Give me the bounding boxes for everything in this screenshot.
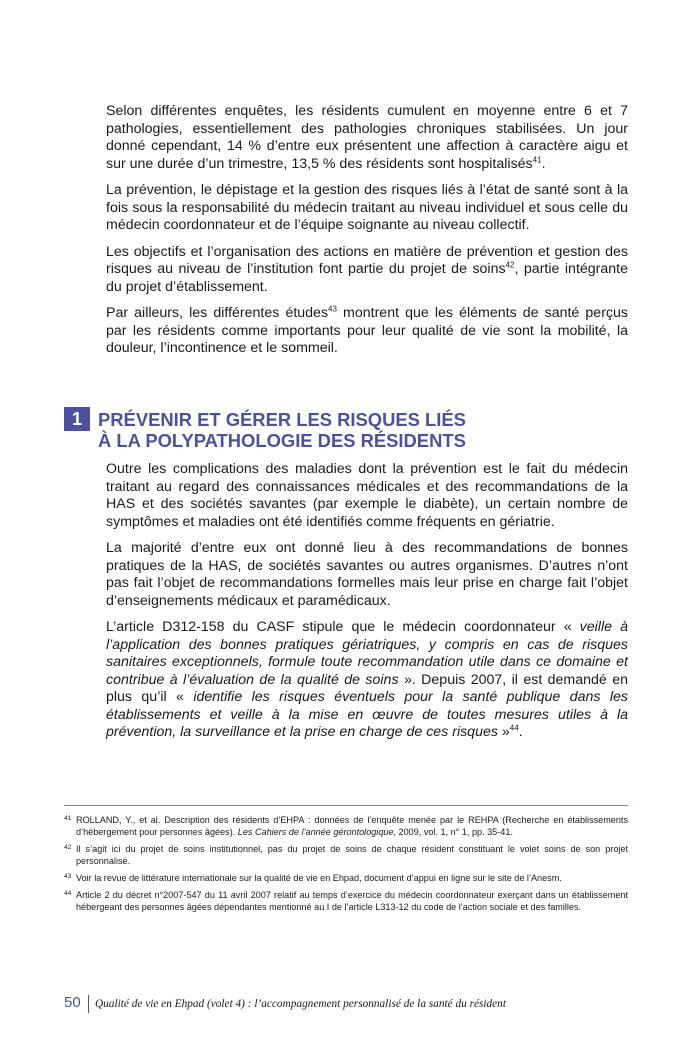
paragraph-comorbidity: Selon différentes enquêtes, les résidents cumulent en moyenne entre 6 et 7 pathologies, essentiellement des pathologies chroniques stabilisées. Un jour donné cependant, 14 % d’entre eux présentent une affection à caractère aigu et sur une durée d’un trimestre, 13,5 % des résidents sont hospitalisés$^{41}$. xyxy=(106,103,628,172)
article-quote-1: veille à l’application des bonnes pratiques gériatriques, y compris en cas de risques sanitaires exceptionnels, formule toute recommandation utile dans ce domaine et contribue à l’évaluation de la qualité de soins xyxy=(106,619,628,688)
section-title xyxy=(98,409,466,451)
footnote-44 xyxy=(64,889,628,913)
footnote-text: Article 2 du décret n°2007-547 du 11 avril 2007 relatif au temps d’exercice du médecin coordonnateur exerçant dans un établissement hébergeant des personnes âgées dépendantes mentionné au I de l’article L313-12 du code de l’action sociale et des familles. xyxy=(76,890,628,912)
footnote-ref[interactable]: 43 xyxy=(328,304,337,314)
paragraph-recommendations: La majorité d’entre eux ont donné lieu à des recommandations de bonnes pratiques de la HAS, de sociétés savantes ou autres organismes. D’autres n’ont pas fait l’objet de recommandations formelles mais leur prise en charge fait l’objet d’enseignements médicaux et paramédicaux. xyxy=(106,540,628,609)
footnote-text: Voir la revue de littérature internationale sur la qualité de vie en Ehpad, document d’appui en ligne sur le site de l’Anesm. xyxy=(76,873,562,883)
paragraph-text: La prévention, le dépistage et la gestion des risques liés à l’état de santé sont à la fois sous la responsabilité du médecin traitant au niveau individuel et sous celle du médecin coordonnateur et de l’équipe soignante au niveau collectif. xyxy=(106,182,628,233)
footnote-ref[interactable]: 41 xyxy=(532,154,542,164)
paragraph-text: Par ailleurs, les différentes études xyxy=(106,305,329,321)
section-number-badge: 1 xyxy=(64,407,90,431)
page-number: 50 xyxy=(64,994,81,1011)
section-title-line-2: À LA POLYPATHOLOGIE DES RÉSIDENTS xyxy=(98,430,466,451)
article-middle: ». Depuis 2007, il est demandé en plus qu’il « xyxy=(106,671,628,705)
paragraph-complications: Outre les complications des maladies dont la prévention est le fait du médecin traitant au regard des connaissances médicales et des recommandations de la HAS et des sociétés savantes (par exemple le diabète), un certain nombre de symptômes et maladies ont été identifiés comme fréquents en gériatrie. xyxy=(106,461,628,530)
section-body xyxy=(106,461,628,751)
footnote-number: 43 xyxy=(64,873,72,880)
article-final: . xyxy=(518,724,523,740)
footnote-42 xyxy=(64,843,628,867)
paragraph-prevention xyxy=(106,182,628,235)
paragraph-studies xyxy=(106,305,628,358)
paragraph-text-end: , partie intégrante du projet d’établissement. xyxy=(106,261,628,295)
footnotes xyxy=(64,814,628,918)
footnote-43 xyxy=(64,872,628,884)
footnote-divider xyxy=(64,805,628,806)
article-lead: L’article D312-158 du CASF stipule que le médecin coordonnateur « xyxy=(106,619,580,635)
footnote-ref[interactable]: 44 xyxy=(509,723,519,733)
footnote-text-end: , 2009, vol. 1, n° 1, pp. 35-41. xyxy=(393,827,513,837)
paragraph-text: Les objectifs et l’organisation des actions en matière de prévention et gestion des risques au niveau de l’institution font partie du projet de soins xyxy=(106,243,628,277)
section-title-line-1: PRÉVENIR ET GÉRER LES RISQUES LIÉS xyxy=(98,409,466,430)
section-heading xyxy=(64,407,634,451)
footnote-number: 44 xyxy=(64,890,72,897)
paragraph-objectives xyxy=(106,244,628,297)
footnote-ref[interactable]: 42 xyxy=(505,260,515,270)
footnote-number: 42 xyxy=(64,844,72,851)
footnote-text: Il s’agit ici du projet de soins institutionnel, pas du projet de soins de chaque résident constituant le volet soins de son projet personnalisé. xyxy=(76,844,628,866)
paragraph-text-end: montrent que les éléments de santé perçus par les résidents comme importants pour leur qualité de vie sont la mobilité, la douleur, l’incontinence et le sommeil. xyxy=(106,305,628,356)
article-quote-2: identifie les risques éventuels pour la santé publique dans les établissements et veille à la mise en œuvre de toutes mesures utiles à la prévention, la surveillance et la prise en charge de ces risques xyxy=(106,689,628,740)
footnote-number: 41 xyxy=(64,815,72,822)
paragraph-article xyxy=(106,619,628,742)
page-footer xyxy=(64,993,624,1015)
article-end: » xyxy=(497,724,510,740)
footnote-journal: Les Cahiers de l’année gérontologique xyxy=(237,827,394,837)
footnote-text: ROLLAND, Y., et al. Description des résidents d’EHPA : données de l’enquête menée par le REHPA (Recherche en établissements d’hébergement pour personnes âgées). xyxy=(76,815,628,837)
footer-separator xyxy=(88,995,89,1013)
intro-section xyxy=(106,103,628,367)
paragraph-text: Selon différentes enquêtes, les résidents cumulent en moyenne entre 6 et 7 pathologies, essentiellement des pathologies chroniques stabilisées. Un jour donné cependant, 14 % d’entre eux présentent une affection à caractère aigu et sur une durée d’un trimestre, 13,5 % des résidents sont hospitalisés xyxy=(106,103,628,172)
footnote-41 xyxy=(64,814,628,838)
running-title: Qualité de vie en Ehpad (volet 4) : l’accompagnement personnalisé de la santé du résident xyxy=(95,998,506,1010)
